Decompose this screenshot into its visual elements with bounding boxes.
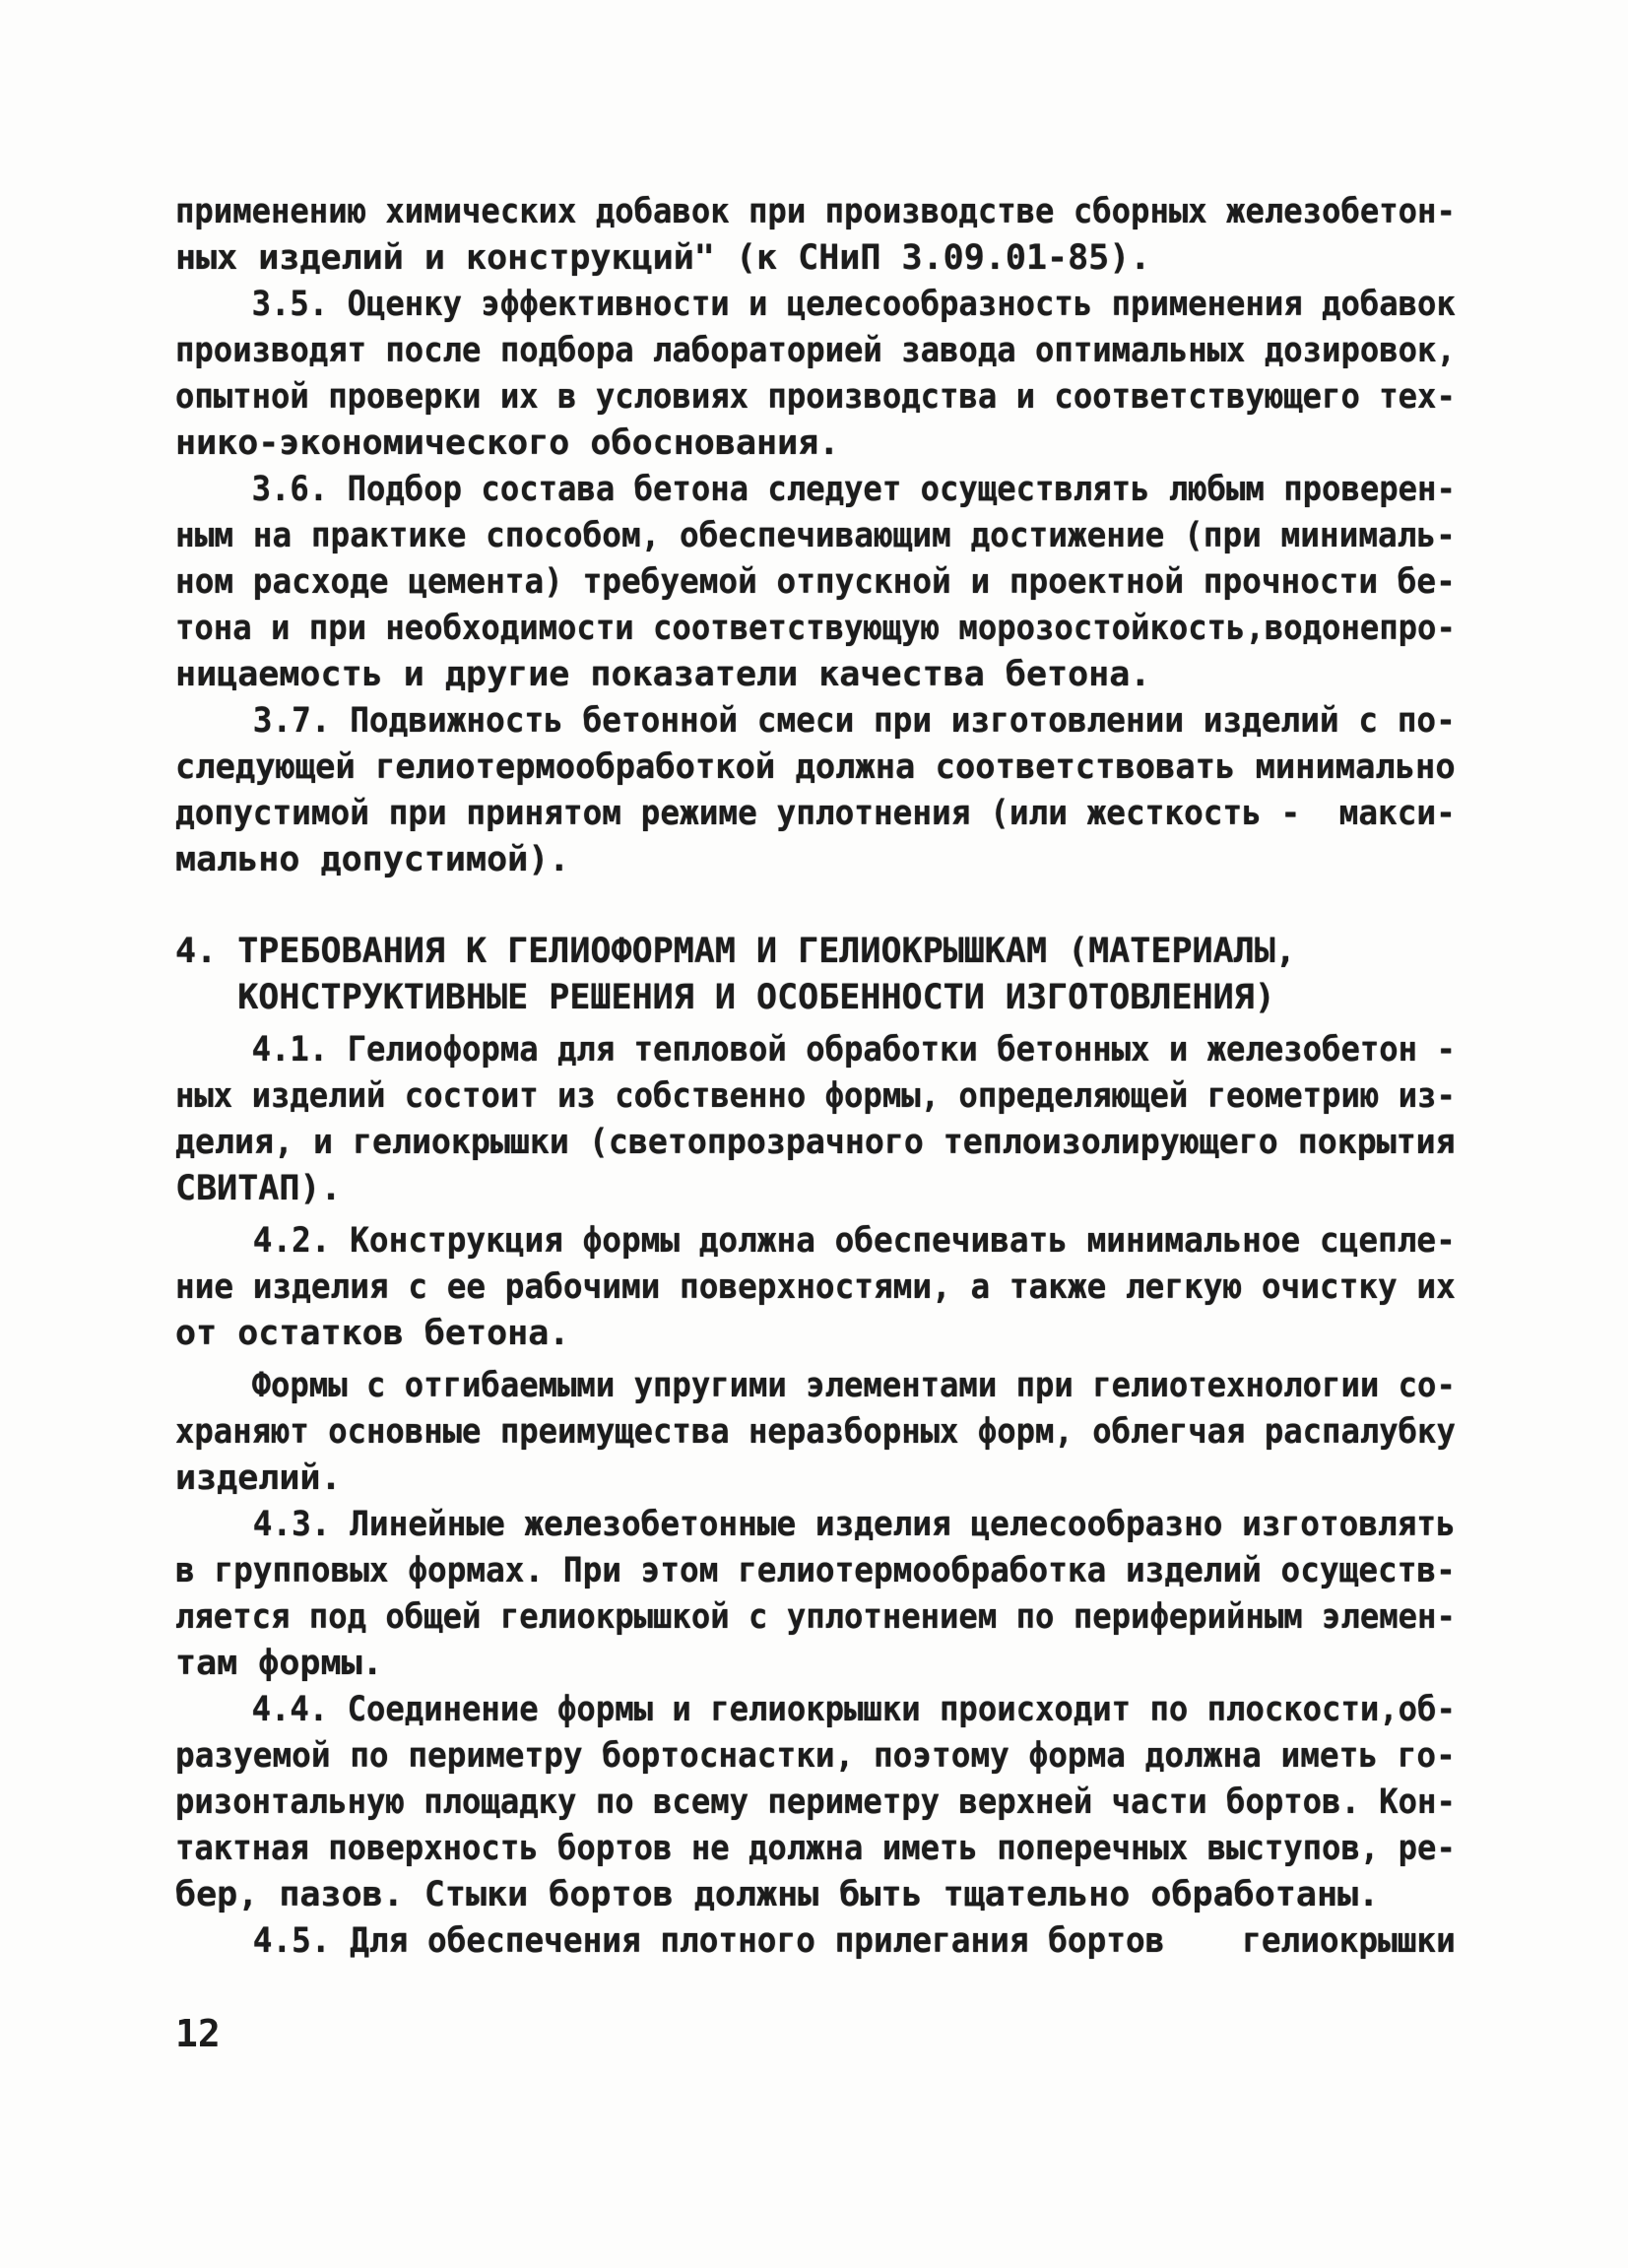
text-line: тона и при необходимости соответствующую морозостойкость,водонепро- bbox=[175, 609, 1456, 648]
text-line: СВИТАП). bbox=[175, 1169, 342, 1208]
text-line: бер, пазов. Стыки бортов должны быть тщательно обработаны. bbox=[175, 1875, 1380, 1914]
paragraph-4-3 bbox=[175, 1502, 1456, 1687]
text-line: производят после подбора лабораторией завода оптимальных дозировок, bbox=[175, 331, 1456, 370]
text-line: ризонтальную площадку по всему периметру верхней части бортов. Кон- bbox=[175, 1782, 1456, 1822]
paragraph-4-5 bbox=[175, 1918, 1456, 1965]
text-line: следующей гелиотермообработкой должна соответствовать минимально bbox=[175, 747, 1456, 787]
text-line: применению химических добавок при производстве сборных железобетон- bbox=[175, 192, 1456, 231]
text-line: 4.4. Соединение формы и гелиокрышки происходит по плоскости,об- bbox=[175, 1690, 1456, 1729]
paragraph-3-7 bbox=[175, 698, 1456, 883]
text-line: 4.3. Линейные железобетонные изделия целесообразно изготовлять bbox=[175, 1505, 1456, 1544]
text-line: опытной проверки их в условиях производства и соответствующего тех- bbox=[175, 377, 1456, 417]
text-line: мально допустимой). bbox=[175, 840, 570, 879]
paragraph-4-1 bbox=[175, 1027, 1456, 1212]
text-line: ном расходе цемента) требуемой отпускной и проектной прочности бе- bbox=[175, 562, 1456, 602]
text-line: тактная поверхность бортов не должна иметь поперечных выступов, ре- bbox=[175, 1829, 1456, 1868]
text-line: разуемой по периметру бортоснастки, поэтому форма должна иметь го- bbox=[175, 1736, 1456, 1776]
text-line: ляется под общей гелиокрышкой с уплотнением по периферийным элемен- bbox=[175, 1597, 1456, 1637]
text-line: 3.6. Подбор состава бетона следует осуществлять любым проверен- bbox=[175, 470, 1456, 509]
text-line: ных изделий состоит из собственно формы, определяющей геометрию из- bbox=[175, 1076, 1456, 1116]
text-line: ных изделий и конструкций" (к СНиП 3.09.01-85). bbox=[175, 238, 1151, 278]
text-line: ным на практике способом, обеспечивающим достижение (при минималь- bbox=[175, 516, 1456, 555]
paragraph-continuation bbox=[175, 189, 1456, 282]
text-line: от остатков бетона. bbox=[175, 1314, 570, 1353]
body-text bbox=[175, 189, 1456, 1965]
text-line: допустимой при принятом режиме уплотнения (или жесткость - макси- bbox=[175, 794, 1456, 833]
text-line: изделий. bbox=[175, 1458, 342, 1498]
text-line: 4.2. Конструкция формы должна обеспечивать минимальное сцепле- bbox=[175, 1221, 1456, 1261]
text-line: ницаемость и другие показатели качества бетона. bbox=[175, 655, 1151, 694]
text-line: Формы с отгибаемыми упругими элементами при гелиотехнологии со- bbox=[175, 1366, 1456, 1405]
heading-line: 4. ТРЕБОВАНИЯ К ГЕЛИОФОРМАМ И ГЕЛИОКРЫШКАМ (МАТЕРИАЛЫ, bbox=[175, 932, 1296, 971]
paragraph-4-2-forms bbox=[175, 1363, 1456, 1502]
text-line: в групповых формах. При этом гелиотермообработка изделий осуществ- bbox=[175, 1551, 1456, 1590]
text-line: 4.5. Для обеспечения плотного прилегания бортов гелиокрышки bbox=[175, 1921, 1456, 1961]
text-line: 3.5. Оценку эффективности и целесообразность применения добавок bbox=[175, 285, 1456, 324]
text-line: делия, и гелиокрышки (светопрозрачного теплоизолирующего покрытия bbox=[175, 1123, 1456, 1162]
section-spacer bbox=[175, 883, 1456, 929]
heading-line: КОНСТРУКТИВНЫЕ РЕШЕНИЯ И ОСОБЕННОСТИ ИЗГОТОВЛЕНИЯ) bbox=[175, 978, 1275, 1017]
text-line: 4.1. Гелиоформа для тепловой обработки бетонных и железобетон - bbox=[175, 1030, 1456, 1069]
section-heading-4 bbox=[175, 929, 1456, 1021]
text-line: 3.7. Подвижность бетонной смеси при изготовлении изделий с по- bbox=[175, 701, 1456, 741]
paragraph-4-2 bbox=[175, 1218, 1456, 1357]
text-line: нико-экономического обоснования. bbox=[175, 423, 840, 463]
paragraph-3-6 bbox=[175, 467, 1456, 698]
paragraph-3-5 bbox=[175, 282, 1456, 467]
text-line: там формы. bbox=[175, 1644, 383, 1683]
text-line: ние изделия с ее рабочими поверхностями, а также легкую очистку их bbox=[175, 1267, 1456, 1307]
paragraph-4-4 bbox=[175, 1687, 1456, 1918]
text-line: храняют основные преимущества неразборных форм, облегчая распалубку bbox=[175, 1412, 1456, 1452]
page-number: 12 bbox=[175, 2012, 221, 2055]
